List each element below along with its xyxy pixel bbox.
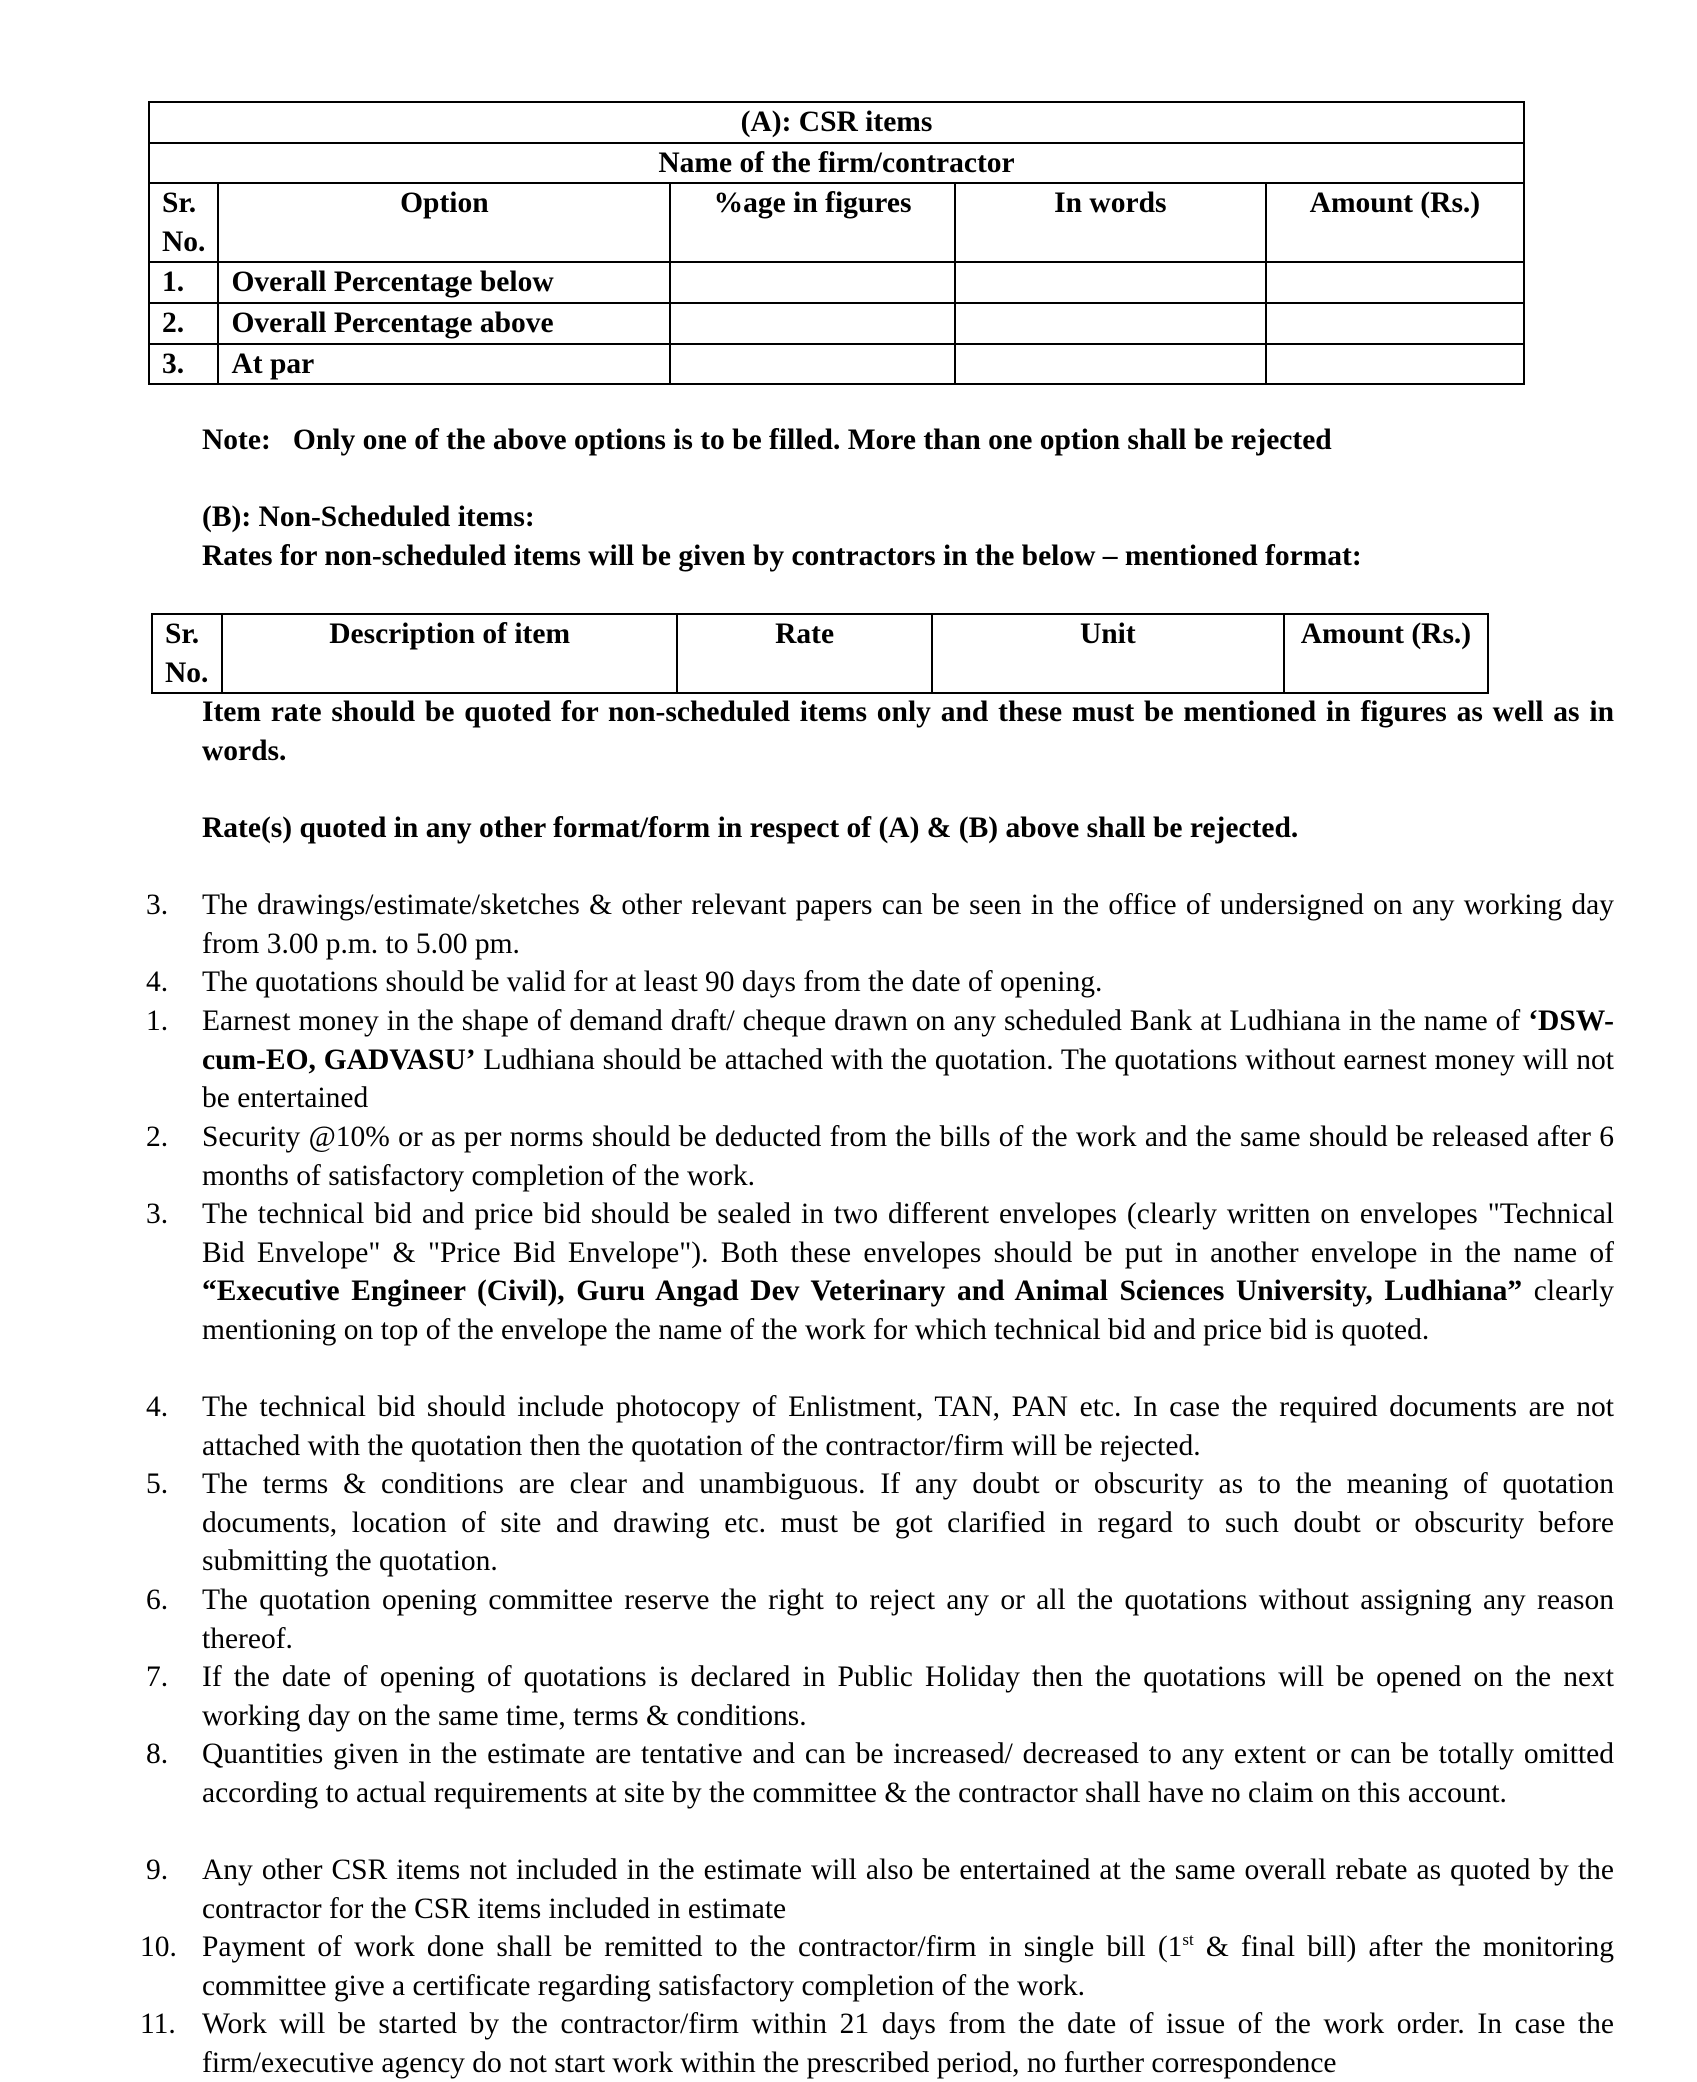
- text-run: The technical bid and price bid should be sealed in two different envelopes (clearly written on envelopes "Technical Bid Envelope" & "Price Bid Envelope"). Both these envelopes should be put in another envelope in the name of: [202, 1198, 1614, 1269]
- text-run-bold: “Executive Engineer (Civil), Guru Angad Dev Veterinary and Animal Sciences University, Ludhiana”: [202, 1275, 1523, 1308]
- header-percentage-figures: %age in figures: [670, 183, 955, 262]
- rejection-note: Rate(s) quoted in any other format/form in respect of (A) & (B) above shall be rejected.: [202, 812, 1299, 844]
- non-scheduled-items-table: [151, 613, 1489, 694]
- list-item: [140, 1928, 1614, 2005]
- list-item-text: [202, 1195, 1614, 1349]
- list-item-text: [202, 1002, 1614, 1118]
- note-label: Note:: [202, 424, 271, 456]
- header-amount: Amount (Rs.): [1266, 183, 1524, 262]
- header-sr-no: Sr. No.: [149, 183, 218, 262]
- list-item-number: 8.: [146, 1738, 169, 1770]
- header-option: Option: [218, 183, 670, 262]
- text-run-bold: ‘DSW-cum-EO, GADVASU’: [202, 1005, 1614, 1076]
- list-item: [146, 1658, 1614, 1735]
- list-item-text: [202, 1928, 1614, 2005]
- percentage-figures-cell[interactable]: [670, 262, 955, 303]
- table-header-row: [152, 614, 1488, 693]
- list-item: [146, 1002, 1614, 1118]
- text-run: & final bill) after the monitoring committee give a certificate regarding satisfactory completion of the work.: [202, 1931, 1614, 2002]
- list-item-number: 4.: [146, 1391, 169, 1423]
- list-item-number: 3.: [146, 889, 169, 921]
- list-item: [146, 1388, 1614, 1465]
- header-in-words: In words: [955, 183, 1266, 262]
- in-words-cell[interactable]: [955, 344, 1266, 385]
- list-item: [146, 886, 1614, 963]
- amount-cell[interactable]: [1266, 303, 1524, 344]
- list-item-number: 11.: [140, 2008, 176, 2040]
- list-item-number: 3.: [146, 1198, 169, 1230]
- list-item-number: 10.: [140, 1931, 177, 1963]
- row-option: Overall Percentage below: [218, 262, 670, 303]
- row-sr: 1.: [149, 262, 218, 303]
- list-item-text: Work will be started by the contractor/firm within 21 days from the date of issue of the work order. In case the firm/executive agency do not start work within the prescribed period, no further correspondence: [202, 2008, 1614, 2079]
- list-item-text: The technical bid should include photocopy of Enlistment, TAN, PAN etc. In case the required documents are not attached with the quotation then the quotation of the contractor/firm will be rejected.: [202, 1391, 1614, 1462]
- row-sr: 3.: [149, 344, 218, 385]
- list-item: [140, 2005, 1614, 2082]
- table-title-row: [149, 102, 1524, 143]
- list-item-text: The quotation opening committee reserve the right to reject any or all the quotations without assigning any reason thereof.: [202, 1584, 1614, 1655]
- list-item: [146, 1851, 1614, 1928]
- text-run: Ludhiana should be attached with the quotation. The quotations without earnest money will not be entertained: [202, 1043, 1614, 1115]
- list-item-number: 9.: [146, 1854, 169, 1886]
- table-subtitle: Name of the firm/contractor: [149, 143, 1524, 184]
- table-subtitle-row: [149, 143, 1524, 184]
- list-item: [146, 1195, 1614, 1349]
- list-item-text: The drawings/estimate/sketches & other relevant papers can be seen in the office of undersigned on any working day from 3.00 p.m. to 5.00 pm.: [202, 889, 1614, 960]
- text-run: clearly mentioning on top of the envelope the name of the work for which technical bid and price bid is quoted.: [202, 1275, 1614, 1346]
- list-item-number: 6.: [146, 1584, 169, 1616]
- superscript: st: [1182, 1930, 1194, 1950]
- amount-cell[interactable]: [1266, 344, 1524, 385]
- in-words-cell[interactable]: [955, 303, 1266, 344]
- list-item: [146, 1735, 1614, 1812]
- list-item-text: Any other CSR items not included in the estimate will also be entertained at the same overall rebate as quoted by the contractor for the CSR items included in estimate: [202, 1854, 1614, 1925]
- table-row: [149, 344, 1524, 385]
- in-words-cell[interactable]: [955, 262, 1266, 303]
- header-amount: Amount (Rs.): [1284, 614, 1488, 693]
- list-item-text: The quotations should be valid for at least 90 days from the date of opening.: [202, 966, 1103, 998]
- list-item-text: The terms & conditions are clear and unambiguous. If any doubt or obscurity as to the meaning of quotation documents, location of site and drawing etc. must be got clarified in regard to such doubt or obscurity before submitting the quotation.: [202, 1468, 1614, 1578]
- section-b-intro: Rates for non-scheduled items will be given by contractors in the below – mentioned format:: [202, 540, 1362, 572]
- list-item-number: 1.: [146, 1005, 169, 1037]
- list-item-number: 7.: [146, 1661, 169, 1693]
- section-b-title: (B): Non-Scheduled items:: [202, 501, 535, 533]
- list-item-text: Quantities given in the estimate are tentative and can be increased/ decreased to any extent or can be totally omitted according to actual requirements at site by the committee & the contractor shall have no claim on this account.: [202, 1738, 1614, 1809]
- row-option: Overall Percentage above: [218, 303, 670, 344]
- percentage-figures-cell[interactable]: [670, 303, 955, 344]
- csr-items-table: [148, 101, 1525, 385]
- table-row: [149, 262, 1524, 303]
- table-title: (A): CSR items: [149, 102, 1524, 143]
- text-run: Payment of work done shall be remitted to the contractor/firm in single bill (1: [202, 1931, 1183, 1963]
- table-header-row: [149, 183, 1524, 262]
- list-item-number: 5.: [146, 1468, 169, 1500]
- row-sr: 2.: [149, 303, 218, 344]
- row-option: At par: [218, 344, 670, 385]
- note-line: [202, 421, 1614, 460]
- header-description: Description of item: [222, 614, 678, 693]
- list-item: [146, 1118, 1614, 1195]
- header-rate: Rate: [677, 614, 931, 693]
- item-rate-note: Item rate should be quoted for non-scheduled items only and these must be mentioned in figures as well as in words.: [202, 696, 1614, 767]
- list-item: [146, 963, 1614, 1002]
- header-unit: Unit: [932, 614, 1284, 693]
- note-text: Only one of the above options is to be filled. More than one option shall be rejected: [292, 424, 1332, 456]
- list-item-text: Security @10% or as per norms should be deducted from the bills of the work and the same should be released after 6 months of satisfactory completion of the work.: [202, 1121, 1614, 1192]
- list-item-number: 4.: [146, 966, 169, 998]
- percentage-figures-cell[interactable]: [670, 344, 955, 385]
- header-sr-no: Sr. No.: [152, 614, 222, 693]
- list-item: [146, 1465, 1614, 1581]
- list-item-text: If the date of opening of quotations is declared in Public Holiday then the quotations will be opened on the next working day on the same time, terms & conditions.: [202, 1661, 1614, 1732]
- list-item: [146, 1581, 1614, 1658]
- list-item-number: 2.: [146, 1121, 169, 1153]
- text-run: Earnest money in the shape of demand draft/ cheque drawn on any scheduled Bank at Ludhiana in the name of: [202, 1005, 1529, 1037]
- amount-cell[interactable]: [1266, 262, 1524, 303]
- table-row: [149, 303, 1524, 344]
